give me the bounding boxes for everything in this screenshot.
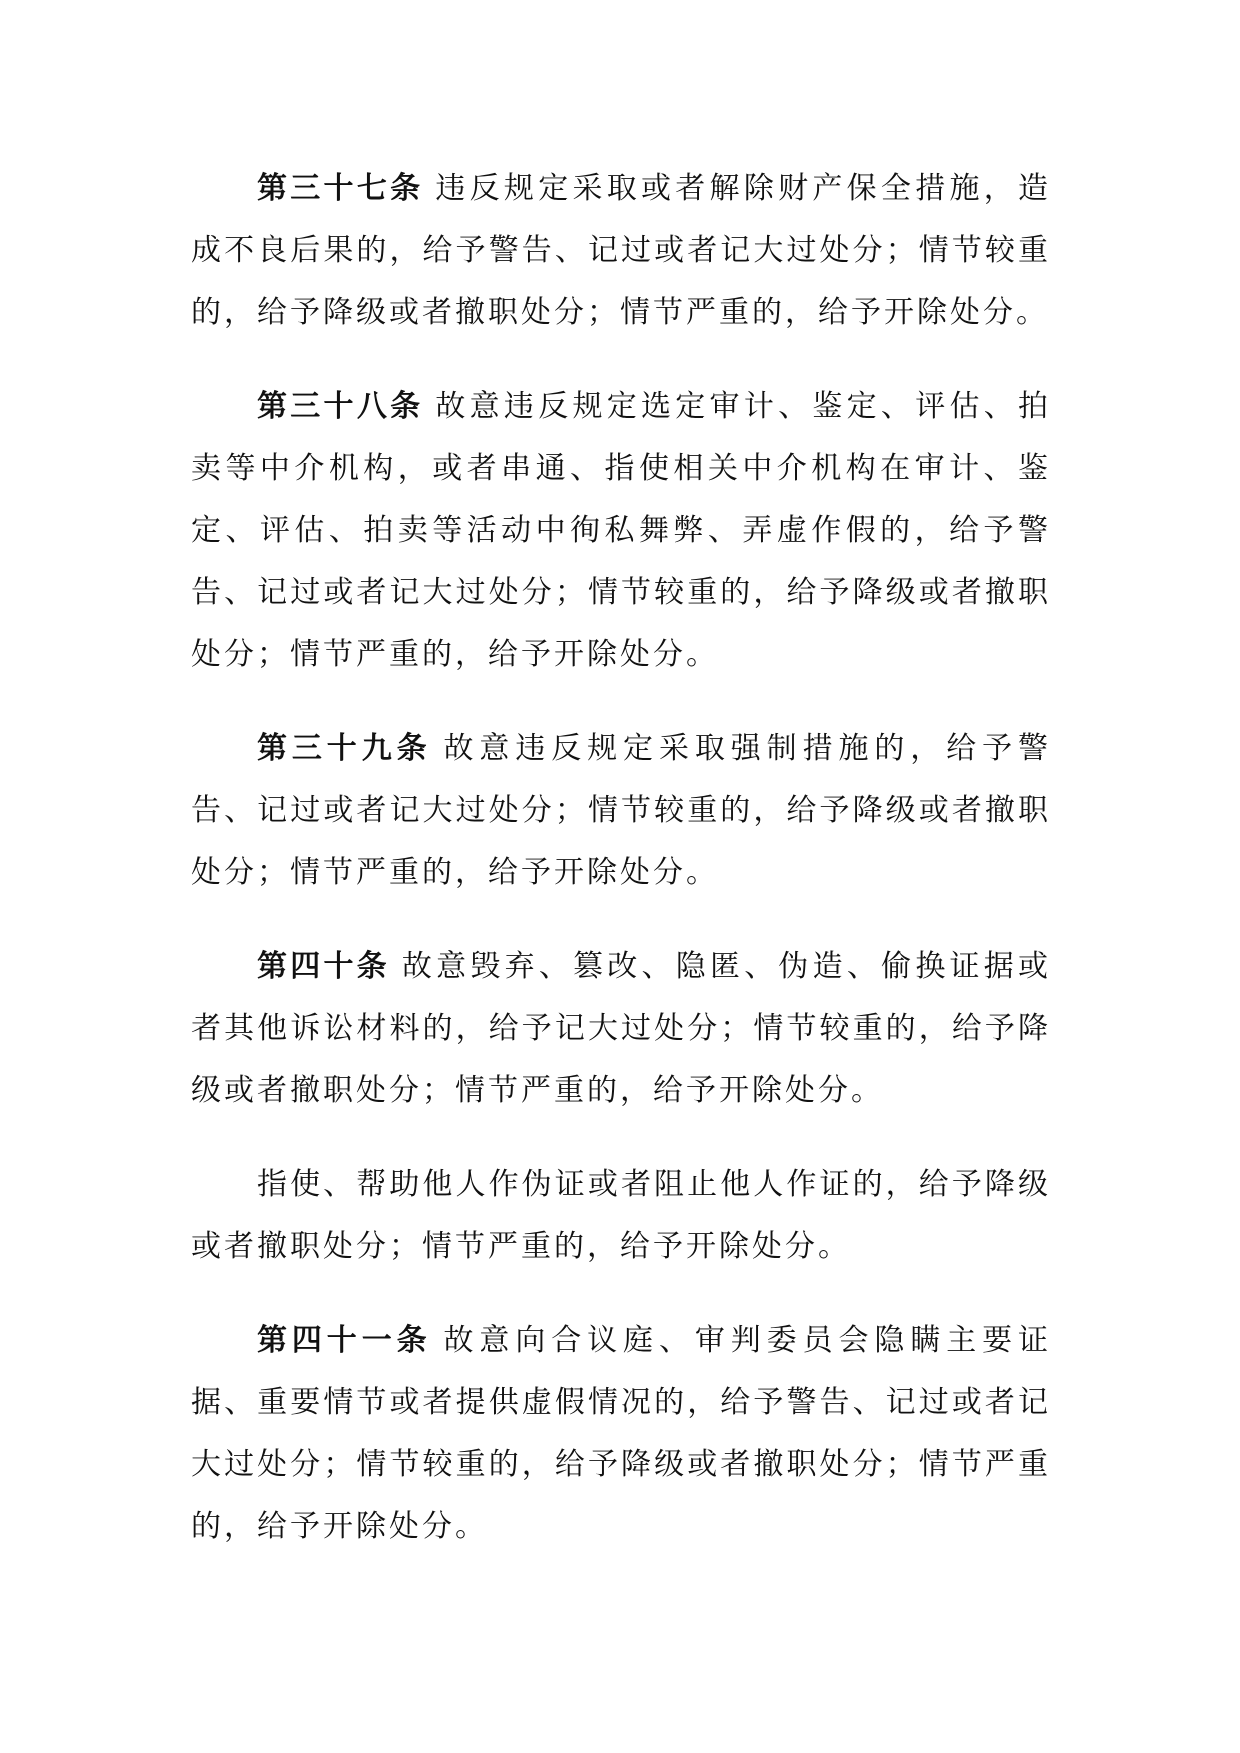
article-41-number: 第四十一条	[257, 1323, 432, 1358]
article-37-text: 违反规定采取或者解除财产保全措施，造成不良后果的，给予警告、记过或者记大过处分；情节较重的，给予降级或者撤职处分；情节严重的，给予开除处分。	[191, 171, 1052, 330]
article-40-number: 第四十条	[257, 949, 390, 984]
article-37-number: 第三十七条	[257, 171, 424, 206]
article-37-paragraph	[191, 158, 1051, 344]
article-41-paragraph	[191, 1310, 1051, 1558]
article-39-paragraph	[191, 718, 1051, 904]
article-40-text: 故意毁弃、篡改、隐匿、伪造、偷换证据或者其他诉讼材料的，给予记大过处分；情节较重的，给予降级或者撤职处分；情节严重的，给予开除处分。	[191, 949, 1052, 1108]
article-39-number: 第三十九条	[257, 731, 432, 766]
article-40-continuation-text: 指使、帮助他人作伪证或者阻止他人作证的，给予降级或者撤职处分；情节严重的，给予开除处分。	[191, 1167, 1051, 1264]
article-40-paragraph	[191, 936, 1051, 1122]
article-38-number: 第三十八条	[257, 389, 424, 424]
document-body	[191, 158, 1051, 1590]
article-40-continuation-paragraph	[191, 1154, 1051, 1278]
article-38-text: 故意违反规定选定审计、鉴定、评估、拍卖等中介机构，或者串通、指使相关中介机构在审计、鉴定、评估、拍卖等活动中徇私舞弊、弄虚作假的，给予警告、记过或者记大过处分；情节较重的，给予降级或者撤职处分；情节严重的，给予开除处分。	[191, 389, 1052, 672]
article-41-text: 故意向合议庭、审判委员会隐瞒主要证据、重要情节或者提供虚假情况的，给予警告、记过或者记大过处分；情节较重的，给予降级或者撤职处分；情节严重的，给予开除处分。	[191, 1323, 1052, 1544]
article-39-text: 故意违反规定采取强制措施的，给予警告、记过或者记大过处分；情节较重的，给予降级或者撤职处分；情节严重的，给予开除处分。	[191, 731, 1052, 890]
article-38-paragraph	[191, 376, 1051, 686]
